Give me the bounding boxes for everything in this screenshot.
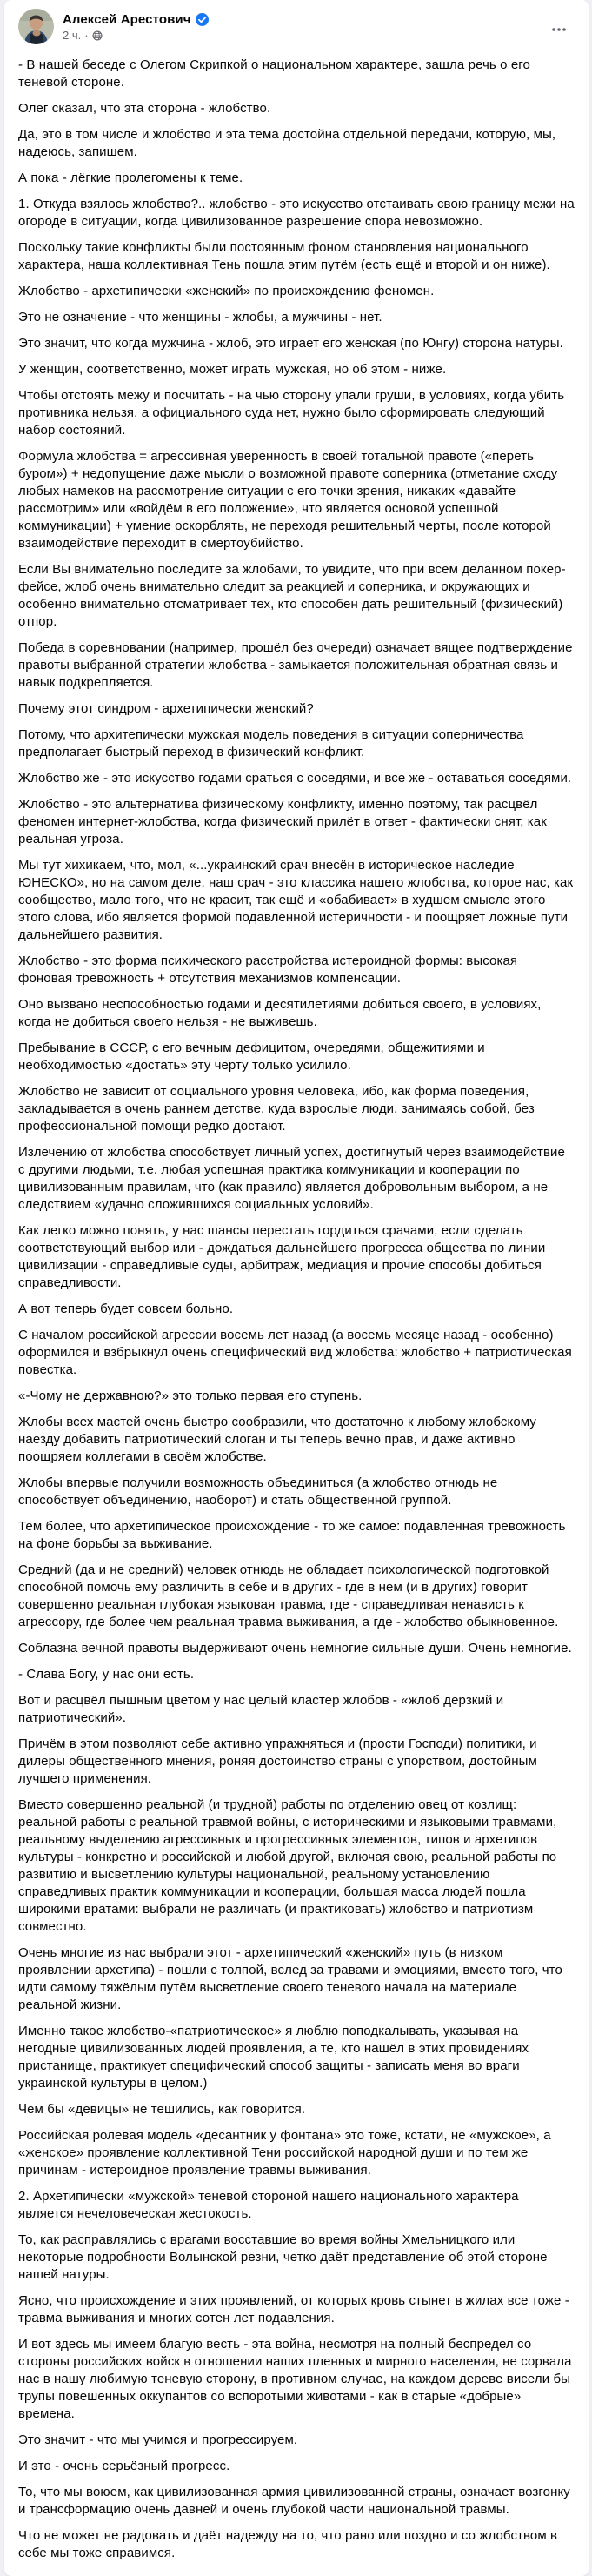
ellipsis-icon [552,28,566,31]
post-meta [63,29,209,42]
post-paragraph: Очень многие из нас выбрали этот - архетипический «женский» путь (в низком проявлении архетипа) - пошли с толпой, вслед за травами и эмоциями, вместо того, что идти самому тяжёлым путём высветление своего теневого начала на материале реальной жизни. [18,1945,562,2012]
post-paragraph: Жлобство не зависит от социального уровня человека, ибо, как форма поведения, закладывается в очень раннем детстве, куда взрослые люди, занимаясь собой, без профессиональной помощи редко достают. [18,1084,535,1134]
post-paragraph: Да, это в том числе и жлобство и эта тема достойна отдельной передачи, которую, мы, надеюсь, запишем. [18,127,556,159]
author-row [63,12,209,27]
post-paragraph: Излечению от жлобства способствует личный успех, достигнутый через взаимодействие с другими людьми, т.е. любая успешная практика коммуникации и кооперации по цивилизованным правилам, что (как правило) является добровольным выбором, а не следствием «удачно сложившихся социальных условий». [18,1145,565,1212]
post-paragraph: Как легко можно понять, у нас шансы перестать гордиться срачами, если сделать соответствующий выбор или - дождаться дальнейшего прогресса общества по линии цивилизации - справедливые суды, арбитраж, медиация и прочие способы добиться справедливости. [18,1223,546,1290]
post-paragraph: И это - очень серьёзный прогресс. [18,2459,230,2473]
post-paragraph: Это не означение - что женщины - жлобы, а мужчины - нет. [18,310,382,325]
post-paragraph: Почему этот синдром - архетипически женский? [18,701,314,716]
post-paragraph: Если Вы внимательно последите за жлобами, то увидите, что при всем деланном покер-фейсе, жлоб очень внимательно следит за реакцией и соперника, и окружающих и особенно внимательно отсматривает тех, кто способен дать решительный (физический) отпор. [18,562,566,629]
post-paragraph: Жлобы всех мастей очень быстро сообразили, что достаточно к любому жлобскому наезду добавить патриотический слоган и ты теперь вечно прав, и даже активно поощряем коллегами в своём жлобстве. [18,1415,536,1464]
post-paragraph: Тем более, что архетипическое происхождение - то же самое: подавленная тревожность на фоне борьбы за выживание. [18,1519,566,1551]
post-paragraph: 2. Архетипически «мужской» теневой стороной нашего национального характера является нечеловеческая жестокость. [18,2189,519,2221]
post-paragraph: Формула жлобства = агрессивная уверенность в своей тотальной правоте («переть буром») + недопущение даже мысли о возможной правоте соперника (отметание сходу любых намеков на рассмотрение ситуации с его точки зрения, никаких «давайте рассмотрим» или «войдём в его положение», что является основой успешной коммуникации) + умение оскорблять, не переходя решительный черты, после которой взаимодействие переходит в смертоубийство. [18,449,558,551]
post-paragraph: Что не может не радовать и даёт надежду на то, что рано или поздно и со жлобством в себе мы тоже справимся. [18,2528,558,2560]
post-paragraph: - Слава Богу, у нас они есть. [18,1667,195,1682]
post-paragraph: Вот и расцвёл пышным цветом у нас целый кластер жлобов - «жлоб дерзкий и патриотический». [18,1693,504,1725]
author-name[interactable]: Алексей Арестович [63,11,191,27]
post-paragraph: С началом российской агрессии восемь лет назад (а восемь месяце назад - особенно) оформился и взбрыкнул очень специфический вид жлобства: жлобство + патриотическая повестка. [18,1328,572,1377]
post-paragraph: Жлобство же - это искусство годами сраться с соседями, и все же - оставаться соседями. [18,771,572,786]
more-options-button[interactable] [545,19,573,40]
post-paragraph: Именно такое жлобство-«патриотическое» я люблю поподкалывать, указывая на негодные цивилизованных людей проявления, а те, кто нашёл в этих провидениях пристанище, практикует специфический способ защиты - записать меня во враги украинской культуры в целом.) [18,2024,529,2091]
post-paragraph: Чем бы «девицы» не тешились, как говорится. [18,2102,306,2117]
meta-separator: · [84,28,89,42]
avatar[interactable] [18,9,54,44]
post-paragraph: Вместо совершенно реальной (и трудной) работы по отделению овец от козлищ: реальной работы с реальной травмой войны, с историческими и языковыми травмами, реальному выделению агрессивных и прогрессивных элементов, типов и архетипов культуры - конкретно и российской и любой другой, включая свою, реальной работы по развитию и высветлению культуры национальной, реальному установлению справедливых практик коммуникации и кооперации, большая масса людей пошла широкими вратами: выбрали не различать (и практиковать) жлобство и патриотизм совместно. [18,1797,557,1934]
post-paragraph: Потому, что архитепически мужская модель поведения в ситуации соперничества предполагает быстрый переход в физический конфликт. [18,727,524,759]
post-paragraph: Средний (да и не средний) человек отнюдь не обладает психологической подготовкой способной помочь ему различить в себе и в других - где в нем (и в других) говорит совершенно реальная глубокая языковая травма, где - справедливая ненависть к агрессору, где более чем реальная травма выживания, а где - жлобство обыкновенное. [18,1562,559,1629]
post-paragraph: Победа в соревновании (например, прошёл без очереди) означает вящее подтверждение правоты выбранной стратегии жлобства - замыкается положительная обратная связь и навык подкрепляется. [18,640,573,690]
post-paragraph: У женщин, соответственно, может играть мужская, но об этом - ниже. [18,362,447,377]
post-paragraph: Соблазна вечной правоты выдерживают очень немногие сильные души. Очень немногие. [18,1641,572,1656]
post-paragraph: И вот здесь мы имеем благую весть - эта война, несмотря на полный беспредел со стороны российских войск в отношении наших пленных и мирного населения, не сорвала нас в нашу любимую теневую сторону, в противном случае, на каждом дереве висели бы трупы повешенных оккупантов со вспоротыми животами - как в старые «добрые» времена. [18,2337,572,2421]
verified-badge-icon [196,13,209,26]
post-body [18,55,575,2562]
post-header [18,9,575,44]
post-paragraph: Мы тут хихикаем, что, мол, «...украинский срач внесён в историческое наследие ЮНЕСКО», но на самом деле, наш срач - это классика нашего жлобства, которое нас, как сообщество, мало того, что не красит, так ещё и «обабивает» в худшем смысле этого этого слова, ибо является формой подавленной истеричности - и поощряет ложные пути дальнейшего развития. [18,858,574,942]
post-paragraph: Жлобство - архетипически «женский» по происхождению феномен. [18,284,435,298]
post-paragraph: Это значит, что когда мужчина - жлоб, это играет его женская (по Юнгу) сторона натуры. [18,336,563,351]
post-paragraph: Пребывание в СССР, с его вечным дефицитом, очередями, общежитиями и необходимостью «достать» эту черту только усилило. [18,1040,485,1073]
post-paragraph: Российская ролевая модель «десантник у фонтана» это тоже, кстати, не «мужское», а «женское» проявление коллективной Тени российской народной души и по тем же причинам - истероидное проявление травмы выживания. [18,2128,551,2178]
post-paragraph: То, что мы воюем, как цивилизованная армия цивилизованной страны, означает возгонку и трансформацию очень давней и очень глубокой части национальной травмы. [18,2485,570,2517]
post-paragraph: Жлобство - это альтернатива физическому конфликту, именно поэтому, так расцвёл феномен интернет-жлобства, когда физический прилёт в ответ - фактически снят, как реальная угроза. [18,797,547,846]
post-paragraph: Поскольку такие конфликты были постоянным фоном становления национального характера, наша коллективная Тень пошла этим путём (есть ещё и второй и он ниже). [18,240,550,272]
post-paragraph: Жлобы впервые получили возможность объединиться (а жлобство отнюдь не способствует объединению, наоборот) и стать общественной группой. [18,1475,498,1508]
post-paragraph: Причём в этом позволяют себе активно упражняться и (прости Господи) политики, и дилеры общественного мнения, роняя достоинство страны с упорством, достойным лучшего применения. [18,1736,537,1786]
post-paragraph: Ясно, что происхождение и этих проявлений, от которых кровь стынет в жилах все тоже - травма выживания и многих сотен лет подавления. [18,2293,569,2325]
post-paragraph: Это значит - что мы учимся и прогрессируем. [18,2432,298,2447]
post-paragraph: То, как расправлялись с врагами восставшие во время войны Хмельницкого или некоторые подробности Волынской резни, четко даёт представление об этой стороне нашей натуры. [18,2232,548,2282]
post-paragraph: Жлобство - это форма психического расстройства истероидной формы: высокая фоновая тревожность + отсутствия механизмов компенсации. [18,953,518,986]
post-paragraph: Олег сказал, что эта сторона - жлобство. [18,101,271,116]
post-paragraph: А пока - лёгкие пролегомены к теме. [18,171,243,185]
post-paragraph: - В нашей беседе с Олегом Скрипкой о национальном характере, зашла речь о его теневой стороне. [18,57,530,90]
post-paragraph: 1. Откуда взялось жлобство?.. жлобство - это искусство отстаивать свою границу межи на огороде в ситуации, когда цивилизованное разрешение спора невозможно. [18,197,575,229]
header-info [63,12,209,42]
post-timestamp[interactable]: 2 ч. [63,28,82,42]
post-paragraph: Оно вызвано неспособностью годами и десятилетиями добиться своего, в условиях, когда не добиться своего нельзя - не выживешь. [18,997,542,1029]
post-card [4,0,589,2576]
post-paragraph: А вот теперь будет совсем больно. [18,1301,234,1316]
post-paragraph: «-Чому не державною?» это только первая его ступень. [18,1388,363,1403]
post-paragraph: Чтобы отстоять межу и посчитать - на чью сторону упали груши, в условиях, когда убить противника нельзя, а официального суда нет, нужно было сформировать следующий набор состояний. [18,388,565,438]
avatar-photo [18,9,54,44]
globe-icon [92,30,103,41]
